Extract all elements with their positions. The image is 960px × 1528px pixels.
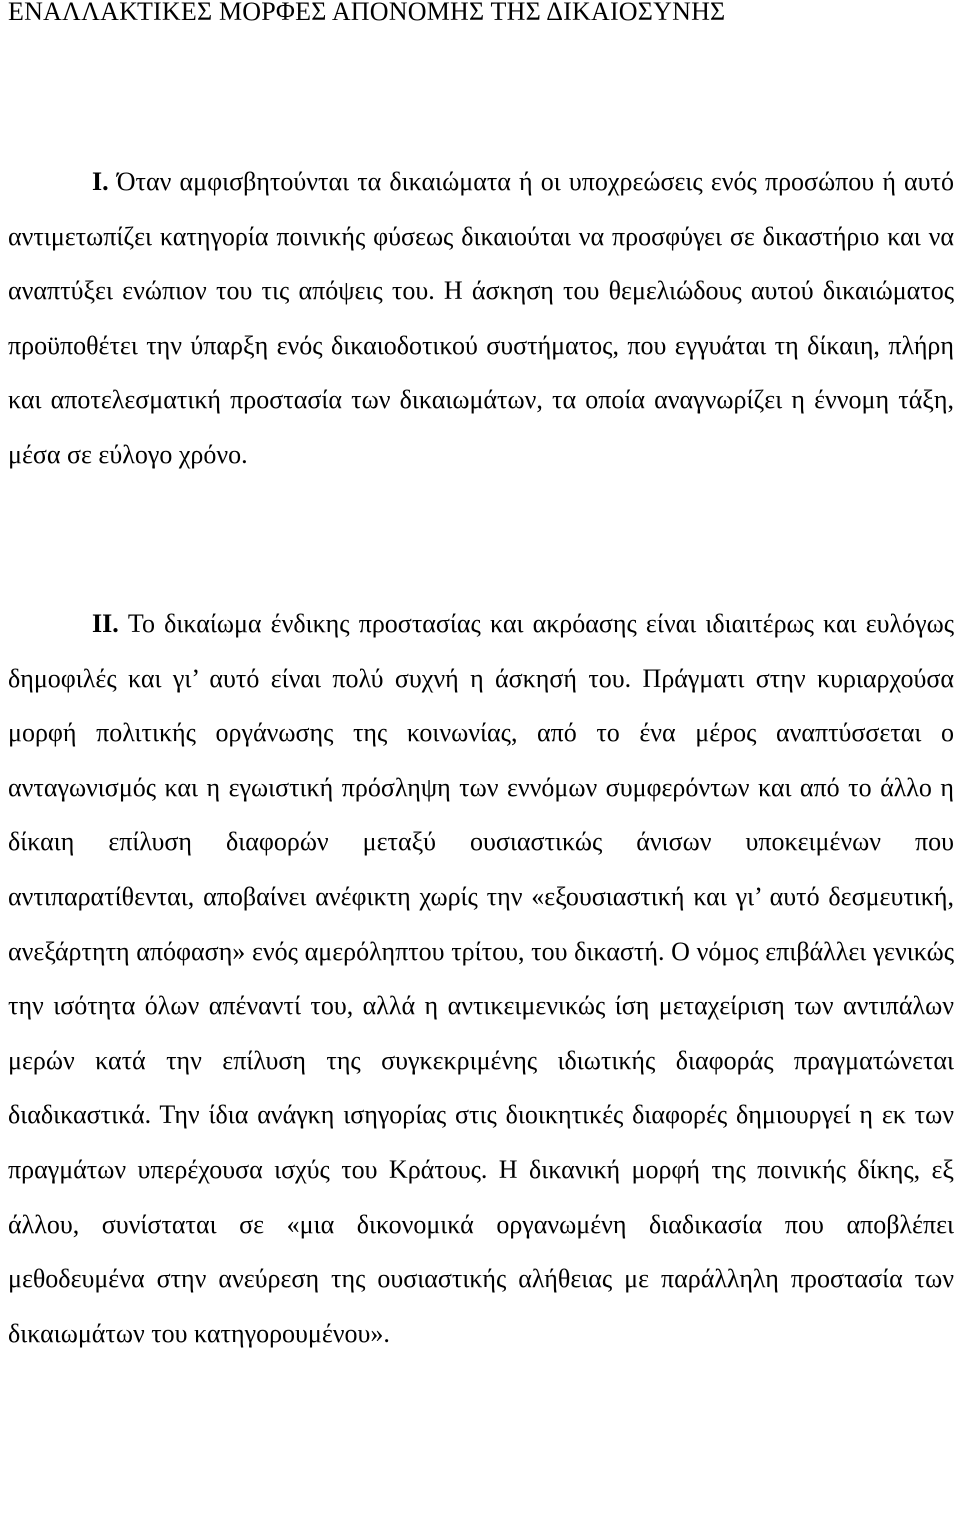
section-marker: I. — [92, 167, 109, 196]
section-marker: II. — [92, 609, 119, 638]
paragraph-text: Όταν αμφισβητούνται τα δικαιώματα ή οι υποχρεώσεις ενός προσώπου ή αυτό αντιμετωπίζει κατηγορία ποινικής φύσεως δικαιούται να προσφύγει σε δικαστήριο και να αναπτύξει ενώπιον του τις απόψεις του. Η άσκηση του θεμελιώδους αυτού δικαιώματος προϋποθέτει την ύπαρξη ενός δικαιοδοτικού συστήματος, που εγγυάται τη δίκαιη, πλήρη και αποτελεσματική προστασία των δικαιωμάτων, τα οποία αναγνωρίζει η έννομη τάξη, μέσα σε εύλογο χρόνο. — [8, 167, 955, 469]
document-page — [8, 0, 955, 1348]
paragraph-section-2 — [8, 597, 954, 1361]
paragraph-text: Το δικαίωμα ένδικης προστασίας και ακρόασης είναι ιδιαιτέρως και ευλόγως δημοφιλές και γι’ αυτό είναι πολύ συχνή η άσκησή του. Πράγματι στην κυριαρχούσα μορφή πολιτικής οργάνωσης της κοινωνίας, από το ένα μέρος αναπτύσσεται ο ανταγωνισμός και η εγωιστική πρόσληψη των εννόμων συμφερόντων και από το άλλο η δίκαιη επίλυση διαφορών μεταξύ ουσιαστικώς άνισων υποκειμένων που αντιπαρατίθενται, αποβαίνει ανέφικτη χωρίς την «εξουσιαστική και γι’ αυτό δεσμευτική, ανεξάρτητη απόφαση» ενός αμερόληπτου τρίτου, του δικαστή. Ο νόμος επιβάλλει γενικώς την ισότητα όλων απέναντί του, αλλά η αντικειμενικώς ίση μεταχείριση των αντιπάλων μερών κατά την επίλυση της συγκεκριμένης ιδιωτικής διαφοράς πραγματώνεται διαδικαστικά. Την ίδια ανάγκη ισηγορίας στις διοικητικές διαφορές δημιουργεί η εκ των πραγμάτων υπερέχουσα ισχύς του Κράτους. Η δικανική μορφή της ποινικής δίκης, εξ άλλου, συνίσταται σε «μια δικονομικά οργανωμένη διαδικασία που αποβλέπει μεθοδευμένα στην ανεύρεση της ουσιαστικής αλήθειας με παράλληλη προστασία των δικαιωμάτων του κατηγορουμένου». — [8, 609, 955, 1348]
paragraph-section-1 — [8, 155, 954, 483]
document-title: ΕΝΑΛΛΑΚΤΙΚΕΣ ΜΟΡΦΕΣ ΑΠΟΝΟΜΗΣ ΤΗΣ ΔΙΚΑΙΟΣΥΝΗΣ — [8, 0, 726, 26]
